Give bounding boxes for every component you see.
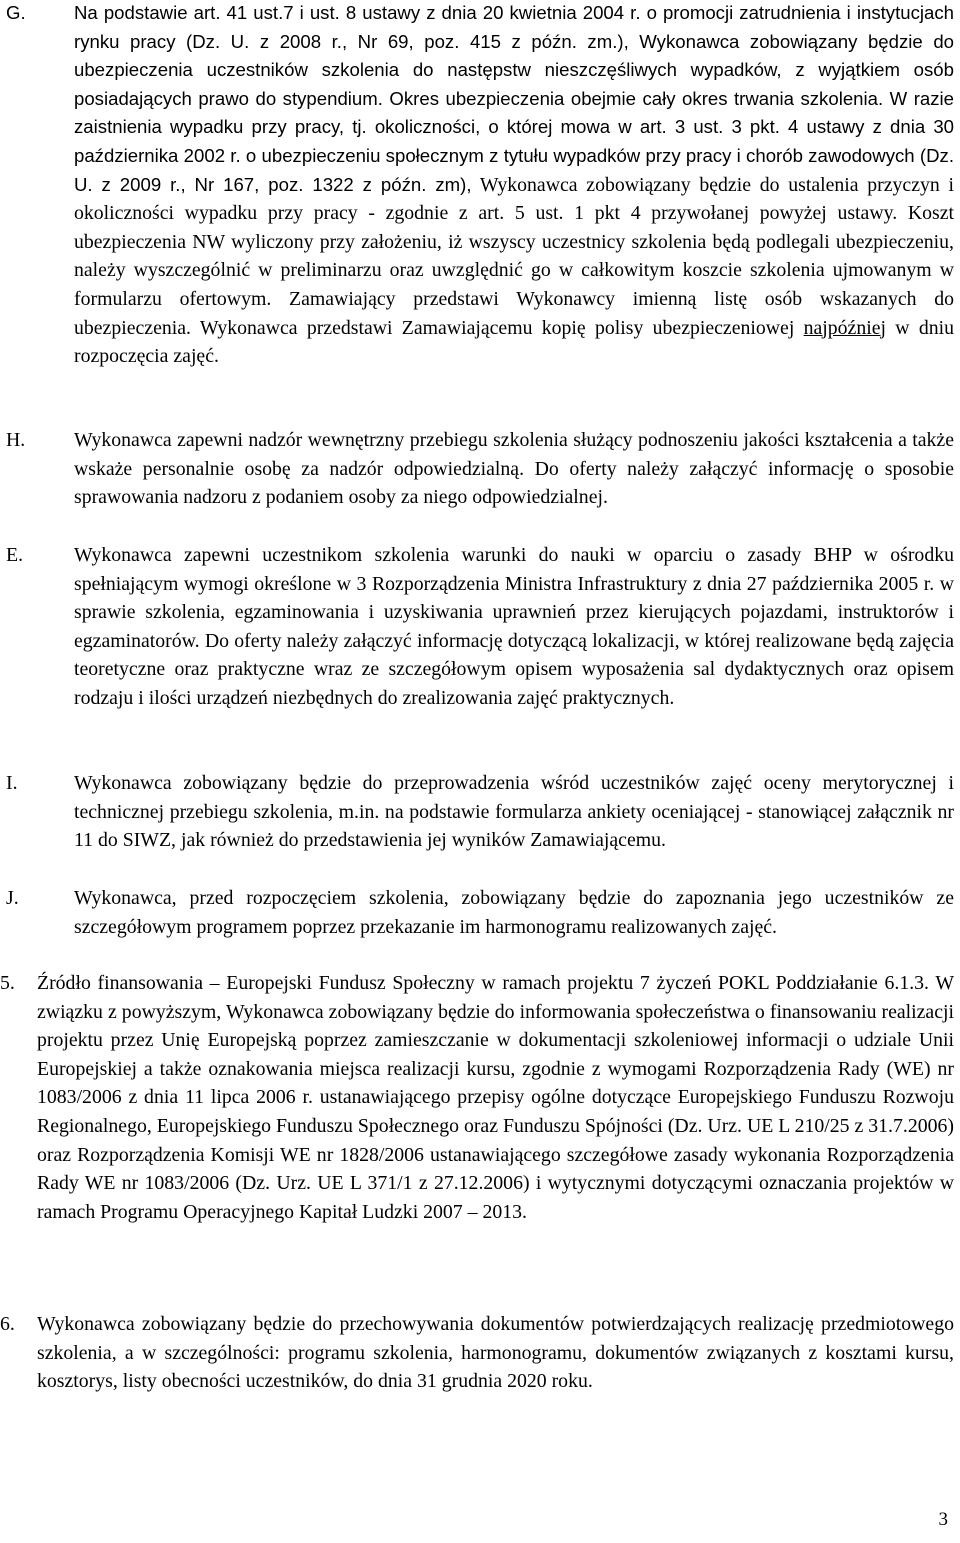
section-h-marker: H.	[6, 429, 26, 451]
section-j-marker: J.	[6, 887, 19, 909]
section-5-marker: 5.	[0, 972, 15, 994]
section-g-text-end: w dniu rozpoczęcia zajęć.	[74, 316, 954, 368]
section-6-marker: 6.	[0, 1313, 15, 1335]
section-i-marker: I.	[6, 772, 18, 794]
section-g-text	[74, 0, 954, 371]
section-g-marker: G.	[6, 2, 26, 23]
section-g	[6, 0, 954, 371]
section-i	[6, 769, 954, 855]
section-e-text: Wykonawca zapewni uczestnikom szkolenia warunki do nauki w oparciu o zasady BHP w ośrodku spełniającym wymogi określone w 3 Rozporządzenia Ministra Infrastruktury z dnia 27 października 2005 r. w sprawie szkolenia, egzaminowania i uzyskiwania uprawnień przez kierujących pojazdami, instruktorów i egzaminatorów. Do oferty należy załączyć informację dotyczącą lokalizacji, w której realizowane będą zajęcia teoretyczne oraz praktyczne wraz ze szczegółowym opisem wyposażenia sal dydaktycznych oraz opisem rodzaju i ilości urządzeń niezbędnych do zrealizowania zajęć praktycznych.	[74, 544, 954, 709]
section-j-text: Wykonawca, przed rozpoczęciem szkolenia, zobowiązany będzie do zapoznania jego uczestników ze szczegółowym programem poprzez przekazanie im harmonogramu realizowanych zajęć.	[74, 887, 954, 938]
section-i-text: Wykonawca zobowiązany będzie do przeprowadzenia wśród uczestników zajęć oceny merytorycznej i technicznej przebiegu szkolenia, m.in. na podstawie formularza ankiety oceniającej - stanowiącej załącznik nr 11 do SIWZ, jak również do przedstawienia jej wyników Zamawiającemu.	[74, 772, 954, 852]
section-g-underlined-word: najpóźniej	[803, 316, 886, 339]
page-number: 3	[938, 1509, 948, 1530]
section-5	[0, 969, 954, 1226]
section-6-text: Wykonawca zobowiązany będzie do przechowywania dokumentów potwierdzających realizację przedmiotowego szkolenia, a w szczególności: programu szkolenia, harmonogramu, dokumentów związanych z kosztami kursu, kosztorys, listy obecności uczestników, do dnia 31 grudnia 2020 roku.	[37, 1313, 954, 1393]
section-h-text: Wykonawca zapewni nadzór wewnętrzny przebiegu szkolenia służący podnoszeniu jakości kształcenia a także wskaże personalnie osobę za nadzór odpowiedzialną. Do oferty należy załączyć informację o sposobie sprawowania nadzoru z podaniem osoby za niego odpowiedzialnej.	[74, 429, 954, 509]
section-5-text: Źródło finansowania – Europejski Fundusz Społeczny w ramach projektu 7 życzeń POKL Poddziałanie 6.1.3. W związku z powyższym, Wykonawca zobowiązany będzie do informowania społeczeństwa o finansowaniu realizacji projektu przez Unię Europejską poprzez zamieszczanie w dokumentacji szkoleniowej informacji o udziale Unii Europejskiej a także oznakowania miejsca realizacji kursu, zgodnie z wymogami Rozporządzenia Rady (WE) nr 1083/2006 z dnia 11 lipca 2006 r. ustanawiającego przepisy ogólne dotyczące Europejskiego Funduszu Rozwoju Regionalnego, Europejskiego Funduszu Społecznego oraz Funduszu Spójności (Dz. Urz. UE L 210/25 z 31.7.2006) oraz Rozporządzenia Komisji WE nr 1828/2006 ustanawiającego szczegółowe zasady wykonania Rozporządzenia Rady WE nr 1083/2006 (Dz. Urz. UE L 371/1 z 27.12.2006) i wytycznymi dotyczącymi oznaczania projektów w ramach Programu Operacyjnego Kapitał Ludzki 2007 – 2013.	[37, 972, 954, 1223]
section-e	[6, 541, 954, 713]
section-h	[6, 426, 954, 512]
section-j	[6, 884, 954, 941]
section-g-serif-text: Wykonawca zobowiązany będzie do ustalenia przyczyn i okoliczności wypadku przy pracy - zgodnie z art. 5 ust. 1 pkt 4 przywołanej powyżej ustawy. Koszt ubezpieczenia NW wyliczony przy założeniu, iż wszyscy uczestnicy szkolenia będą podlegali ubezpieczeniu, należy wyszczególnić w preliminarzu oraz uwzględnić go w całkowitym koszcie szkolenia ujmowanym w formularzu ofertowym. Zamawiający przedstawi Wykonawcy imienną listę osób wskazanych do ubezpieczenia. Wykonawca przedstawi Zamawiającemu kopię polisy ubezpieczeniowej	[74, 173, 954, 339]
section-g-sans-text: Na podstawie art. 41 ust.7 i ust. 8 ustawy z dnia 20 kwietnia 2004 r. o promocji zatrudnienia i instytucjach rynku pracy (Dz. U. z 2008 r., Nr 69, poz. 415 z późn. zm.), Wykonawca zobowiązany będzie do ubezpieczenia uczestników szkolenia do następstw nieszczęśliwych wypadków, z wyjątkiem osób posiadających prawo do stypendium. Okres ubezpieczenia obejmie cały okres trwania szkolenia. W razie zaistnienia wypadku przy pracy, tj. okoliczności, o której mowa w art. 3 ust. 3 pkt. 4 ustawy z dnia 30 października 2002 r. o ubezpieczeniu społecznym z tytułu wypadków przy pracy i chorób zawodowych (Dz. U. z 2009 r., Nr 167, poz. 1322 z późn. zm),	[74, 2, 954, 195]
section-6	[0, 1310, 954, 1396]
section-e-marker: E.	[6, 544, 24, 566]
